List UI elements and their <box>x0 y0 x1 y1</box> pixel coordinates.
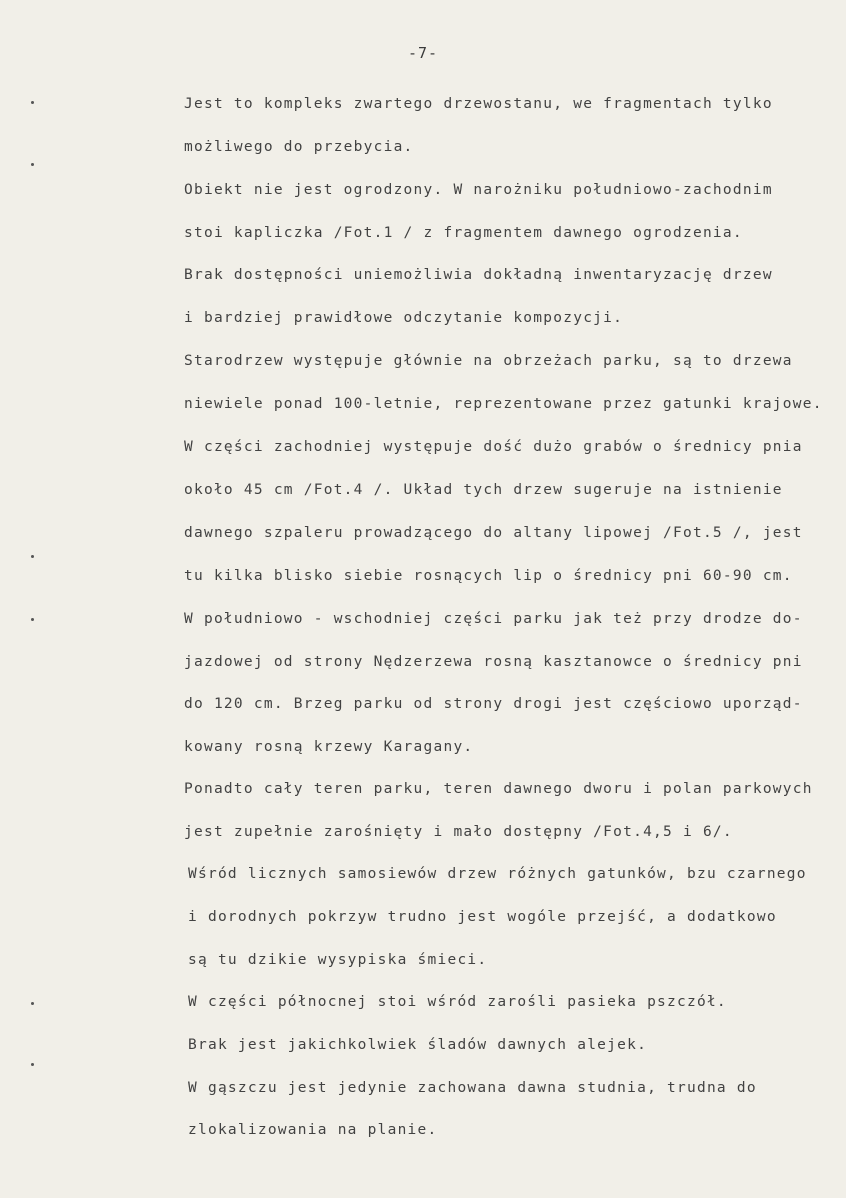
text-line: niewiele ponad 100-letnie, reprezentowane przez gatunki krajowe. <box>184 396 823 412</box>
text-line: W południowo - wschodniej części parku jak też przy drodze do- <box>184 611 803 627</box>
text-line: Jest to kompleks zwartego drzewostanu, we fragmentach tylko <box>184 96 773 112</box>
text-line: stoi kapliczka /Fot.1 / z fragmentem dawnego ogrodzenia. <box>184 225 743 241</box>
text-line: zlokalizowania na planie. <box>188 1122 438 1138</box>
text-line: tu kilka blisko siebie rosnących lip o średnicy pni 60-90 cm. <box>184 568 793 584</box>
text-line: jest zupełnie zarośnięty i mało dostępny /Fot.4,5 i 6/. <box>184 824 733 840</box>
margin-mark <box>31 101 34 104</box>
margin-mark <box>31 163 34 166</box>
text-line: Brak dostępności uniemożliwia dokładną inwentaryzację drzew <box>184 267 773 283</box>
text-line: są tu dzikie wysypiska śmieci. <box>188 952 488 968</box>
text-line: Brak jest jakichkolwiek śladów dawnych alejek. <box>188 1037 648 1053</box>
text-line: Obiekt nie jest ogrodzony. W narożniku południowo-zachodnim <box>184 182 773 198</box>
text-line: W części północnej stoi wśród zarośli pasieka pszczół. <box>188 994 727 1010</box>
text-line: dawnego szpaleru prowadzącego do altany lipowej /Fot.5 /, jest <box>184 525 803 541</box>
page-number: -7- <box>407 44 439 62</box>
text-line: około 45 cm /Fot.4 /. Układ tych drzew sugeruje na istnienie <box>184 482 783 498</box>
text-line: do 120 cm. Brzeg parku od strony drogi jest częściowo uporząd- <box>184 696 803 712</box>
margin-mark <box>31 555 34 558</box>
text-line: Starodrzew występuje głównie na obrzeżach parku, są to drzewa <box>184 353 793 369</box>
text-line: i dorodnych pokrzyw trudno jest wogóle przejść, a dodatkowo <box>188 909 777 925</box>
text-line: Wśród licznych samosiewów drzew różnych gatunków, bzu czarnego <box>188 866 807 882</box>
text-line: kowany rosną krzewy Karagany. <box>184 739 474 755</box>
text-line: W części zachodniej występuje dość dużo grabów o średnicy pnia <box>184 439 803 455</box>
text-line: i bardziej prawidłowe odczytanie kompozycji. <box>184 310 624 326</box>
text-line: W gąszczu jest jedynie zachowana dawna studnia, trudna do <box>188 1080 757 1096</box>
margin-mark <box>31 1063 34 1066</box>
text-line: Ponadto cały teren parku, teren dawnego dworu i polan parkowych <box>184 781 813 797</box>
text-line: jazdowej od strony Nędzerzewa rosną kasztanowce o średnicy pni <box>184 654 803 670</box>
margin-mark <box>31 1002 34 1005</box>
text-line: możliwego do przebycia. <box>184 139 414 155</box>
margin-mark <box>31 618 34 621</box>
